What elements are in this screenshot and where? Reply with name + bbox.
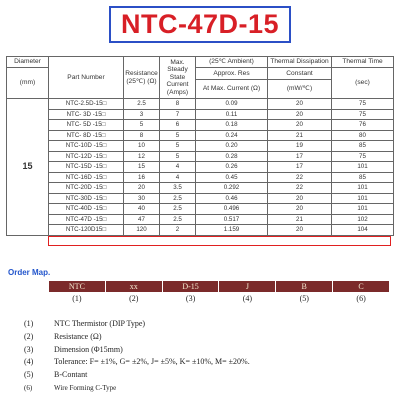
part-number-cell: NTC-10D -15□ xyxy=(49,141,124,152)
dissipation-cell: 20 xyxy=(268,204,332,215)
part-number-cell: NTC-40D -15□ xyxy=(49,204,124,215)
part-number-cell: NTC-12D -15□ xyxy=(49,151,124,162)
max-current-cell: 2.5 xyxy=(160,193,196,204)
note-text: NTC Thermistor (DIP Type) xyxy=(54,319,146,328)
dissipation-cell: 20 xyxy=(268,193,332,204)
approx-res-cell: 0.46 xyxy=(196,193,268,204)
spec-rows xyxy=(7,99,394,236)
order-code-cell: C xyxy=(333,281,390,293)
resistance-cell: 10 xyxy=(124,141,160,152)
resistance-cell: 3 xyxy=(124,109,160,120)
header-thermal-dissipation: Thermal Dissipation xyxy=(268,57,332,68)
note-number: (1) xyxy=(24,319,34,328)
header-diameter: Diameter xyxy=(7,57,49,68)
thermal-time-cell: 75 xyxy=(332,151,394,162)
resistance-cell: 5 xyxy=(124,120,160,131)
approx-res-cell: 0.18 xyxy=(196,120,268,131)
order-number-cell: (4) xyxy=(242,294,253,303)
max-current-cell: 4 xyxy=(160,162,196,173)
thermal-time-cell: 104 xyxy=(332,225,394,236)
resistance-cell: 8 xyxy=(124,130,160,141)
note-item xyxy=(24,356,394,369)
note-number: (5) xyxy=(24,370,34,380)
table-row xyxy=(7,225,394,236)
thermal-time-cell: 75 xyxy=(332,109,394,120)
order-number-cell: (2) xyxy=(129,294,139,303)
thermal-time-cell: 102 xyxy=(332,214,394,225)
note-number: (4) xyxy=(24,357,34,367)
part-number-cell: NTC- 5D -15□ xyxy=(49,120,124,131)
dissipation-cell: 17 xyxy=(268,151,332,162)
page-title: NTC-47D-15 xyxy=(109,6,291,43)
order-map-title: Order Map. xyxy=(8,268,51,277)
max-current-cell: 2 xyxy=(160,225,196,236)
approx-res-cell: 0.20 xyxy=(196,141,268,152)
order-code-cell: NTC xyxy=(49,281,106,293)
part-number-cell: NTC- 8D -15□ xyxy=(49,130,124,141)
thermal-time-cell: 75 xyxy=(332,99,394,110)
order-number-cell: (1) xyxy=(72,294,82,303)
header-mm: (mm) xyxy=(7,68,49,99)
max-current-cell: 5 xyxy=(160,151,196,162)
resistance-cell: 20 xyxy=(124,183,160,194)
order-code-cell: J xyxy=(219,281,276,293)
note-item xyxy=(24,344,394,357)
thermal-time-cell: 101 xyxy=(332,183,394,194)
dissipation-cell: 19 xyxy=(268,141,332,152)
note-number: (2) xyxy=(24,331,34,341)
title-container xyxy=(0,6,400,43)
note-number: (6) xyxy=(24,383,33,392)
dissipation-cell: 20 xyxy=(268,120,332,131)
thermal-time-cell: 85 xyxy=(332,141,394,152)
part-number-cell: NTC-16D -15□ xyxy=(49,172,124,183)
max-current-cell: 3.5 xyxy=(160,183,196,194)
approx-res-cell: 1.159 xyxy=(196,225,268,236)
part-number-cell: NTC-47D -15□ xyxy=(49,214,124,225)
notes-list xyxy=(24,318,394,395)
note-number: (3) xyxy=(24,344,34,354)
order-number-cell: (3) xyxy=(185,294,196,303)
dissipation-cell: 20 xyxy=(268,99,332,110)
note-text: Tolerance: F= ±1%, G= ±2%, J= ±5%, K= ±10%, M= ±20%. xyxy=(54,357,250,367)
highlight-row-47d xyxy=(48,236,391,246)
thermal-time-cell: 101 xyxy=(332,193,394,204)
header-sec: (sec) xyxy=(332,68,394,99)
note-text: Resistance (Ω) xyxy=(54,331,102,341)
order-code-cell: D-15 xyxy=(162,281,219,293)
approx-res-cell: 0.28 xyxy=(196,151,268,162)
resistance-cell: 16 xyxy=(124,172,160,183)
header-part-number: Part Number xyxy=(49,57,124,99)
part-number-cell: NTC-120D15□ xyxy=(49,225,124,236)
thermal-time-cell: 85 xyxy=(332,172,394,183)
table-row xyxy=(7,141,394,152)
dissipation-cell: 20 xyxy=(268,225,332,236)
resistance-cell: 120 xyxy=(124,225,160,236)
table-row xyxy=(7,172,394,183)
note-item xyxy=(24,382,394,395)
part-number-cell: NTC-15D -15□ xyxy=(49,162,124,173)
table-row xyxy=(7,99,394,110)
max-current-cell: 2.5 xyxy=(160,214,196,225)
max-current-cell: 8 xyxy=(160,99,196,110)
part-number-cell: NTC-2.5D-15□ xyxy=(49,99,124,110)
order-map-table xyxy=(48,280,390,304)
resistance-cell: 30 xyxy=(124,193,160,204)
table-row xyxy=(7,204,394,215)
max-current-cell: 5 xyxy=(160,130,196,141)
table-row xyxy=(7,120,394,131)
order-number-cell: (6) xyxy=(356,294,366,303)
table-row xyxy=(7,151,394,162)
part-number-cell: NTC-30D -15□ xyxy=(49,193,124,204)
max-current-cell: 6 xyxy=(160,120,196,131)
thermal-time-cell: 76 xyxy=(332,120,394,131)
dissipation-cell: 21 xyxy=(268,130,332,141)
approx-res-cell: 0.517 xyxy=(196,214,268,225)
part-number-cell: NTC-20D -15□ xyxy=(49,183,124,194)
approx-res-cell: 0.26 xyxy=(196,162,268,173)
order-code-cell: xx xyxy=(105,281,162,293)
approx-res-cell: 0.09 xyxy=(196,99,268,110)
resistance-cell: 47 xyxy=(124,214,160,225)
header-mwc: (mW/℃) xyxy=(268,80,332,99)
thermal-time-cell: 80 xyxy=(332,130,394,141)
note-item xyxy=(24,331,394,344)
table-row xyxy=(7,109,394,120)
table-row xyxy=(7,130,394,141)
note-item xyxy=(24,369,394,382)
header-constant: Constant xyxy=(268,68,332,80)
note-item xyxy=(24,318,394,331)
note-text: Dimension (Φ15mm) xyxy=(54,344,123,354)
resistance-cell: 15 xyxy=(124,162,160,173)
note-text: B-Contant xyxy=(54,370,88,380)
approx-res-cell: 0.24 xyxy=(196,130,268,141)
table-row xyxy=(7,183,394,194)
resistance-cell: 12 xyxy=(124,151,160,162)
dissipation-cell: 17 xyxy=(268,162,332,173)
max-current-cell: 7 xyxy=(160,109,196,120)
spec-table xyxy=(6,56,394,236)
max-current-cell: 2.5 xyxy=(160,204,196,215)
dissipation-cell: 21 xyxy=(268,214,332,225)
approx-res-cell: 0.292 xyxy=(196,183,268,194)
dissipation-cell: 22 xyxy=(268,172,332,183)
max-current-cell: 5 xyxy=(160,141,196,152)
max-current-cell: 4 xyxy=(160,172,196,183)
order-code-cell: B xyxy=(276,281,333,293)
approx-res-cell: 0.45 xyxy=(196,172,268,183)
approx-res-cell: 0.11 xyxy=(196,109,268,120)
header-at-max-current: At Max. Current (Ω) xyxy=(196,80,268,99)
table-row xyxy=(7,193,394,204)
thermal-time-cell: 101 xyxy=(332,162,394,173)
header-approx-res: Approx. Res xyxy=(196,68,268,80)
note-text: Wire Forming C-Type xyxy=(54,383,117,392)
approx-res-cell: 0.496 xyxy=(196,204,268,215)
dissipation-cell: 22 xyxy=(268,183,332,194)
resistance-cell: 40 xyxy=(124,204,160,215)
resistance-cell: 2.5 xyxy=(124,99,160,110)
diameter-value: 15 xyxy=(7,99,49,236)
order-code-row xyxy=(49,281,390,293)
order-number-row xyxy=(49,293,390,305)
part-number-cell: NTC- 3D -15□ xyxy=(49,109,124,120)
order-number-cell: (5) xyxy=(299,294,309,303)
dissipation-cell: 20 xyxy=(268,109,332,120)
table-row xyxy=(7,214,394,225)
thermal-time-cell: 101 xyxy=(332,204,394,215)
header-resistance: Resistance (25℃) (Ω) xyxy=(124,57,160,99)
table-row xyxy=(7,162,394,173)
header-max-current: Max. Steady State Current (Amps) xyxy=(160,57,196,99)
header-ambient: (25℃ Ambient) xyxy=(196,57,268,68)
header-thermal-time: Thermal Time xyxy=(332,57,394,68)
